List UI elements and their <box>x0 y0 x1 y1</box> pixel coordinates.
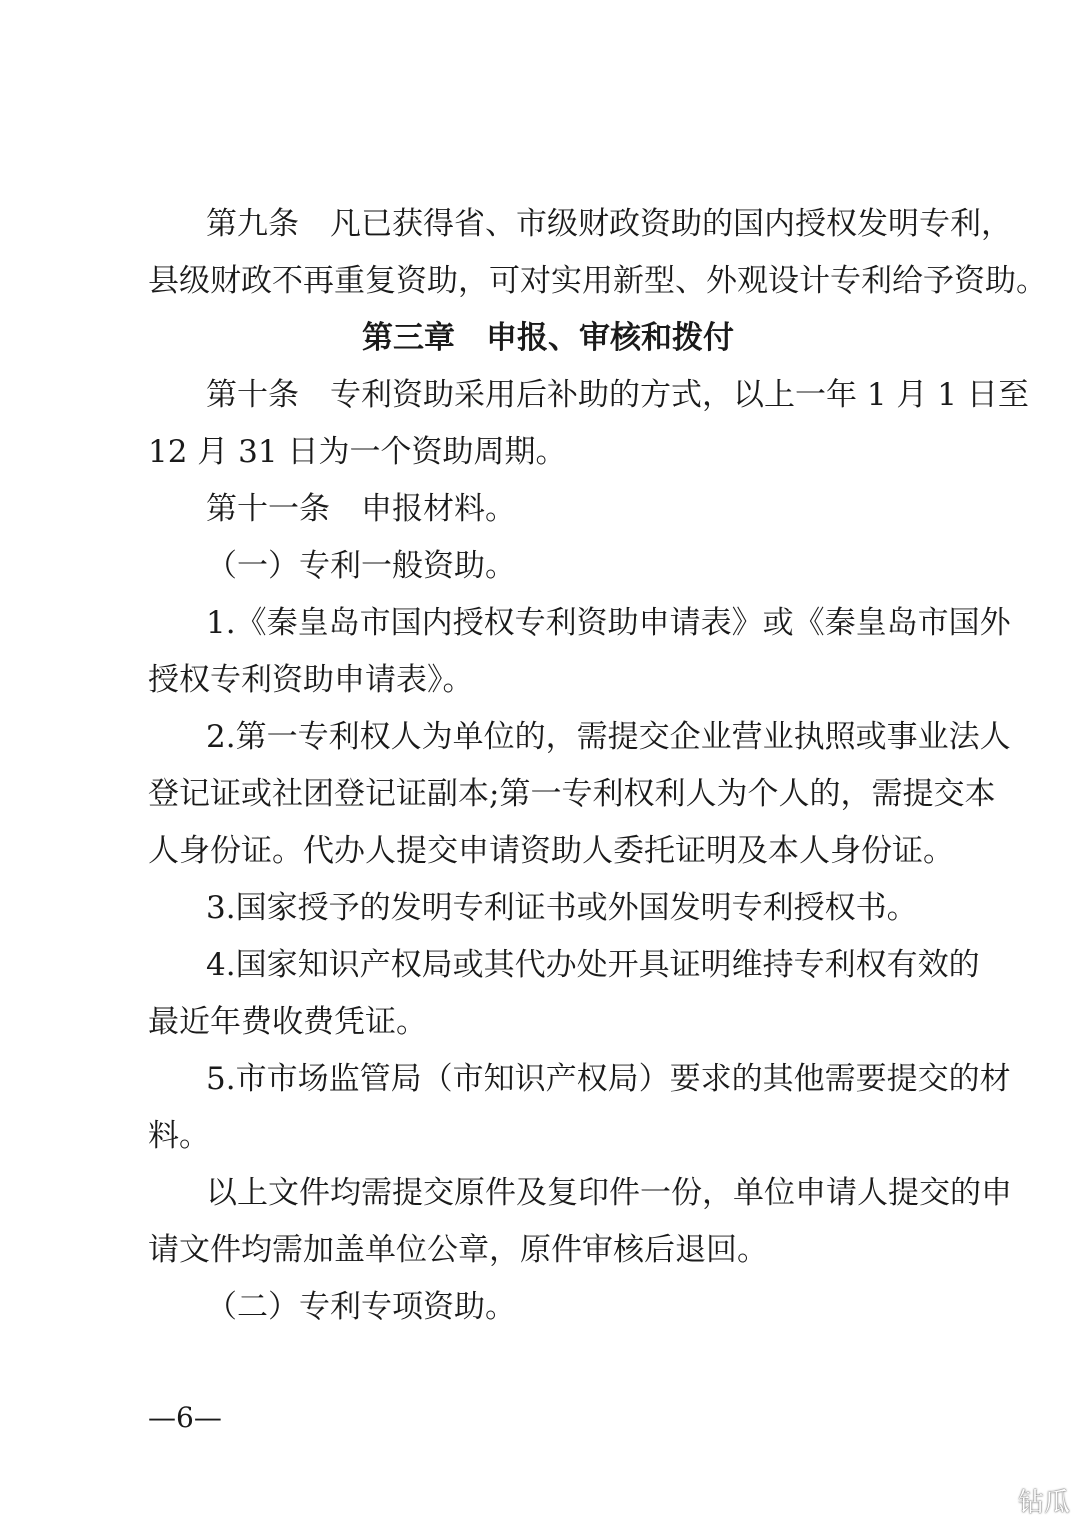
paragraph-line: （二）专利专项资助。 <box>206 1289 516 1325</box>
paragraph-line: 县级财政不再重复资助，可对实用新型、外观设计专利给予资助。 <box>148 263 1047 299</box>
paragraph-line: 1.《秦皇岛市国内授权专利资助申请表》或《秦皇岛市国外 <box>206 605 1011 641</box>
watermark-text: 钻瓜 <box>1017 1488 1070 1518</box>
paragraph-line: 最近年费收费凭证。 <box>148 1004 427 1040</box>
paragraph-line: 以上文件均需提交原件及复印件一份，单位申请人提交的申 <box>206 1175 1012 1211</box>
paragraph-line: 登记证或社团登记证副本;第一专利权利人为个人的，需提交本 <box>148 776 996 812</box>
paragraph-line: 2.第一专利权人为单位的，需提交企业营业执照或事业法人 <box>206 719 1011 755</box>
paragraph-line: 第十条 专利资助采用后补助的方式，以上一年 1 月 1 日至 <box>206 377 1029 413</box>
paragraph-line: 第十一条 申报材料。 <box>206 491 516 527</box>
paragraph-line: 人身份证。代办人提交申请资助人委托证明及本人身份证。 <box>148 833 954 869</box>
weibo-icon <box>976 1486 1012 1516</box>
paragraph-line: 请文件均需加盖单位公章，原件审核后退回。 <box>148 1232 768 1268</box>
paragraph-line: 5.市市场监管局（市知识产权局）要求的其他需要提交的材 <box>206 1061 1011 1097</box>
paragraph-line: 4.国家知识产权局或其代办处开具证明维持专利权有效的 <box>206 947 980 983</box>
paragraph-line: 料。 <box>148 1118 210 1154</box>
page-number: —6— <box>148 1401 222 1434</box>
paragraph-line: 3.国家授予的发明专利证书或外国发明专利授权书。 <box>206 890 918 926</box>
watermark <box>976 1482 1070 1519</box>
paragraph-line: 授权专利资助申请表》。 <box>148 662 474 698</box>
paragraph-line: （一）专利一般资助。 <box>206 548 516 584</box>
paragraph-line: 第九条 凡已获得省、市级财政资助的国内授权发明专利， <box>206 206 1012 242</box>
paragraph-line: 12 月 31 日为一个资助周期。 <box>148 434 567 470</box>
chapter-heading: 第三章 申报、审核和拨付 <box>362 320 734 356</box>
document-body <box>148 196 1047 1336</box>
